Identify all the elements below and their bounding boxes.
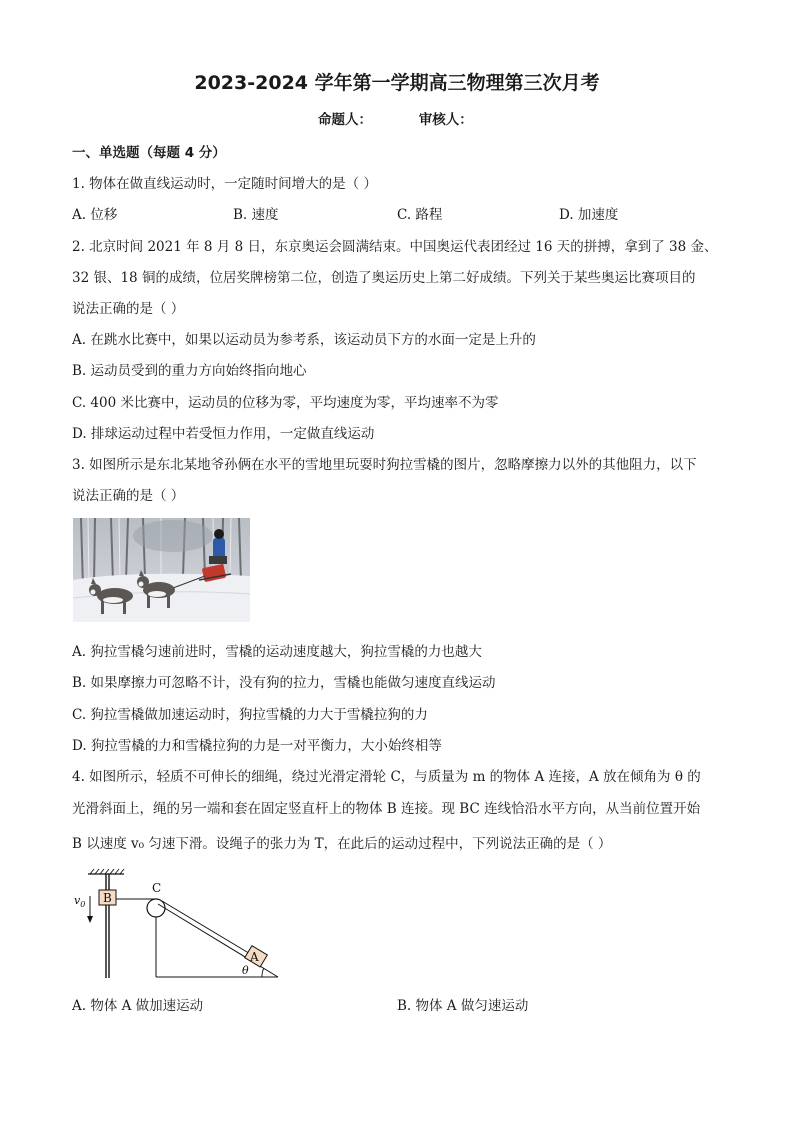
reviewer-label: 审核人： <box>418 112 473 128</box>
question-text: 32 银、18 铜的成绩，位居奖牌榜第二位，创造了奥运历史上第二好成绩。下列关于某些奥运比赛项目的 <box>72 270 696 286</box>
option-c: C. 路程 <box>397 207 443 223</box>
option-b: B. 物体 A 做匀速运动 <box>397 998 529 1014</box>
pulley-incline-diagram <box>72 868 292 986</box>
author-label: 命题人： <box>318 112 372 128</box>
option-c: C. 400 米比赛中，运动员的位移为零，平均速度为零，平均速率不为零 <box>72 395 499 411</box>
section-heading: 一、单选题（每题 4 分） <box>72 145 226 161</box>
option-c: C. 狗拉雪橇做加速运动时，狗拉雪橇的力大于雪橇拉狗的力 <box>72 707 428 723</box>
option-d: D. 排球运动过程中若受恒力作用，一定做直线运动 <box>72 426 375 442</box>
question-text: 3. 如图所示是东北某地爷孙俩在水平的雪地里玩耍时狗拉雪橇的图片，忽略摩擦力以外的其他阻力，以下 <box>72 457 697 473</box>
question-text: 说法正确的是（ ） <box>72 488 185 504</box>
question-text: B 以速度 v₀ 匀速下滑。设绳子的张力为 T，在此后的运动过程中，下列说法正确的是（ ） <box>72 836 612 852</box>
authors-line <box>318 108 473 128</box>
option-b: B. 如果摩擦力可忽略不计，没有狗的拉力，雪橇也能做匀速度直线运动 <box>72 675 496 691</box>
page-title: 2023-2024 学年第一学期高三物理第三次月考 <box>194 72 600 94</box>
pulley-c-label: C <box>152 881 162 895</box>
question-text: 4. 如图所示，轻质不可伸长的细绳，绕过光滑定滑轮 C，与质量为 m 的物体 A 连接，A 放在倾角为 θ 的 <box>72 769 701 785</box>
angle-arc <box>262 968 264 977</box>
question-text: 2. 北京时间 2021 年 8 月 8 日，东京奥运会圆满结束。中国奥运代表团经过 16 天的拼搏，拿到了 38 金、 <box>72 239 718 255</box>
question-text: 1. 物体在做直线运动时，一定随时间增大的是（ ） <box>72 176 377 192</box>
block-a-label: A <box>250 950 259 964</box>
question-text: 光滑斜面上，绳的另一端和套在固定竖直杆上的物体 B 连接。现 BC 连线恰沿水平方向，从当前位置开始 <box>72 801 701 817</box>
angle-label: θ <box>242 964 249 977</box>
option-a: A. 狗拉雪橇匀速前进时，雪橇的运动速度越大，狗拉雪橇的力也越大 <box>72 644 482 660</box>
option-d: D. 狗拉雪橇的力和雪橇拉狗的力是一对平衡力，大小始终相等 <box>72 738 442 754</box>
option-a: A. 位移 <box>72 207 118 223</box>
option-a: A. 在跳水比赛中，如果以运动员为参考系，该运动员下方的水面一定是上升的 <box>72 332 536 348</box>
velocity-label: $v_0$ <box>74 894 86 909</box>
option-b: B. 运动员受到的重力方向始终指向地心 <box>72 363 307 379</box>
block-b-label: B <box>103 891 112 905</box>
option-d: D. 加速度 <box>559 207 619 223</box>
dog-sled-photo <box>73 518 250 622</box>
ceiling-hatch <box>90 869 124 874</box>
question-text: 说法正确的是（ ） <box>72 301 185 317</box>
option-b: B. 速度 <box>233 207 279 223</box>
rope-ca <box>162 901 252 955</box>
option-a: A. 物体 A 做加速运动 <box>72 998 204 1014</box>
